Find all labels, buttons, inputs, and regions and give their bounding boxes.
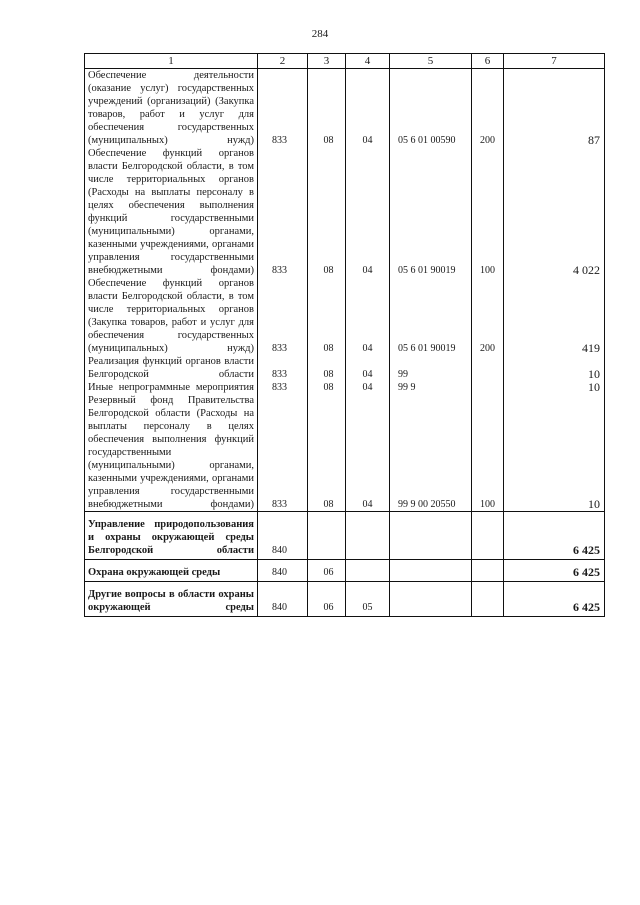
budget-table: [84, 53, 605, 617]
cell-ministry-code: 833: [258, 69, 308, 148]
table-row: [85, 582, 605, 617]
row-description: Другие вопросы в области охраны окружающей среды: [85, 582, 258, 617]
header-col-6: 6: [472, 54, 504, 69]
page-number: 284: [311, 28, 329, 40]
cell-amount: 87: [504, 69, 605, 148]
cell-subsection: 04: [346, 394, 390, 512]
table-row: [85, 512, 605, 560]
cell-subsection: [346, 560, 390, 582]
cell-amount: 6 425: [504, 582, 605, 617]
row-description: Резервный фонд Правительства Белгородской области (Расходы на выплаты персоналу в целях обеспечения выполнения функций государственными (муниципальными) органами, казенными учреждениями, органами управления государственными внебюджетными фондами): [85, 394, 258, 512]
cell-ministry-code: 833: [258, 277, 308, 355]
cell-ministry-code: 833: [258, 355, 308, 381]
row-description: Обеспечение деятельности (оказание услуг) государственных учреждений (организаций) (Закупка товаров, работ и услуг для обеспечения государственных (муниципальных) нужд): [85, 69, 258, 148]
cell-subsection: 04: [346, 381, 390, 394]
table-row: [85, 394, 605, 512]
cell-ministry-code: 833: [258, 381, 308, 394]
cell-target-article: 05 6 01 00590: [390, 69, 472, 148]
cell-subsection: 05: [346, 582, 390, 617]
cell-expense-type: [472, 355, 504, 381]
cell-expense-type: 200: [472, 69, 504, 148]
row-description: Управление природопользования и охраны окружающей среды Белгородской области: [85, 512, 258, 560]
cell-subsection: 04: [346, 277, 390, 355]
row-description: Обеспечение функций органов власти Белгородской области, в том числе территориальных органов (Расходы на выплаты персоналу в целях обеспечения выполнения функций государственными (муниципальными) органами, казенными учреждениями, органами управления государственными внебюджетными фондами): [85, 147, 258, 277]
cell-section: 06: [308, 582, 346, 617]
cell-section: 08: [308, 394, 346, 512]
cell-subsection: 04: [346, 355, 390, 381]
cell-amount: 6 425: [504, 512, 605, 560]
cell-amount: 10: [504, 394, 605, 512]
header-col-1: 1: [85, 54, 258, 69]
table-row: [85, 277, 605, 355]
cell-subsection: [346, 512, 390, 560]
cell-target-article: 99 9: [390, 381, 472, 394]
cell-section: 06: [308, 560, 346, 582]
cell-section: 08: [308, 355, 346, 381]
header-col-5: 5: [390, 54, 472, 69]
cell-amount: 10: [504, 355, 605, 381]
row-description: Охрана окружающей среды: [85, 560, 258, 582]
cell-target-article: [390, 560, 472, 582]
cell-target-article: 99: [390, 355, 472, 381]
cell-subsection: 04: [346, 69, 390, 148]
cell-ministry-code: 840: [258, 560, 308, 582]
header-col-3: 3: [308, 54, 346, 69]
table-row: [85, 355, 605, 381]
cell-expense-type: 100: [472, 147, 504, 277]
cell-expense-type: 100: [472, 394, 504, 512]
table-row: [85, 381, 605, 394]
cell-expense-type: [472, 560, 504, 582]
cell-amount: 10: [504, 381, 605, 394]
cell-target-article: 05 6 01 90019: [390, 147, 472, 277]
cell-target-article: [390, 512, 472, 560]
cell-section: 08: [308, 69, 346, 148]
cell-section: 08: [308, 381, 346, 394]
cell-expense-type: [472, 381, 504, 394]
cell-expense-type: 200: [472, 277, 504, 355]
cell-ministry-code: 833: [258, 147, 308, 277]
cell-ministry-code: 833: [258, 394, 308, 512]
row-description: Иные непрограммные мероприятия: [85, 381, 258, 394]
cell-amount: 419: [504, 277, 605, 355]
table-row: [85, 560, 605, 582]
cell-ministry-code: 840: [258, 512, 308, 560]
cell-target-article: [390, 582, 472, 617]
cell-section: [308, 512, 346, 560]
cell-subsection: 04: [346, 147, 390, 277]
cell-target-article: 99 9 00 20550: [390, 394, 472, 512]
table-row: [85, 147, 605, 277]
cell-expense-type: [472, 512, 504, 560]
header-col-4: 4: [346, 54, 390, 69]
cell-section: 08: [308, 147, 346, 277]
table-row: [85, 69, 605, 148]
cell-amount: 6 425: [504, 560, 605, 582]
header-col-7: 7: [504, 54, 605, 69]
row-description: Реализация функций органов власти Белгородской области: [85, 355, 258, 381]
cell-ministry-code: 840: [258, 582, 308, 617]
cell-amount: 4 022: [504, 147, 605, 277]
cell-target-article: 05 6 01 90019: [390, 277, 472, 355]
cell-expense-type: [472, 582, 504, 617]
cell-section: 08: [308, 277, 346, 355]
table-header-row: [85, 54, 605, 69]
row-description: Обеспечение функций органов власти Белгородской области, в том числе территориальных органов (Закупка товаров, работ и услуг для обеспечения государственных (муниципальных) нужд): [85, 277, 258, 355]
header-col-2: 2: [258, 54, 308, 69]
